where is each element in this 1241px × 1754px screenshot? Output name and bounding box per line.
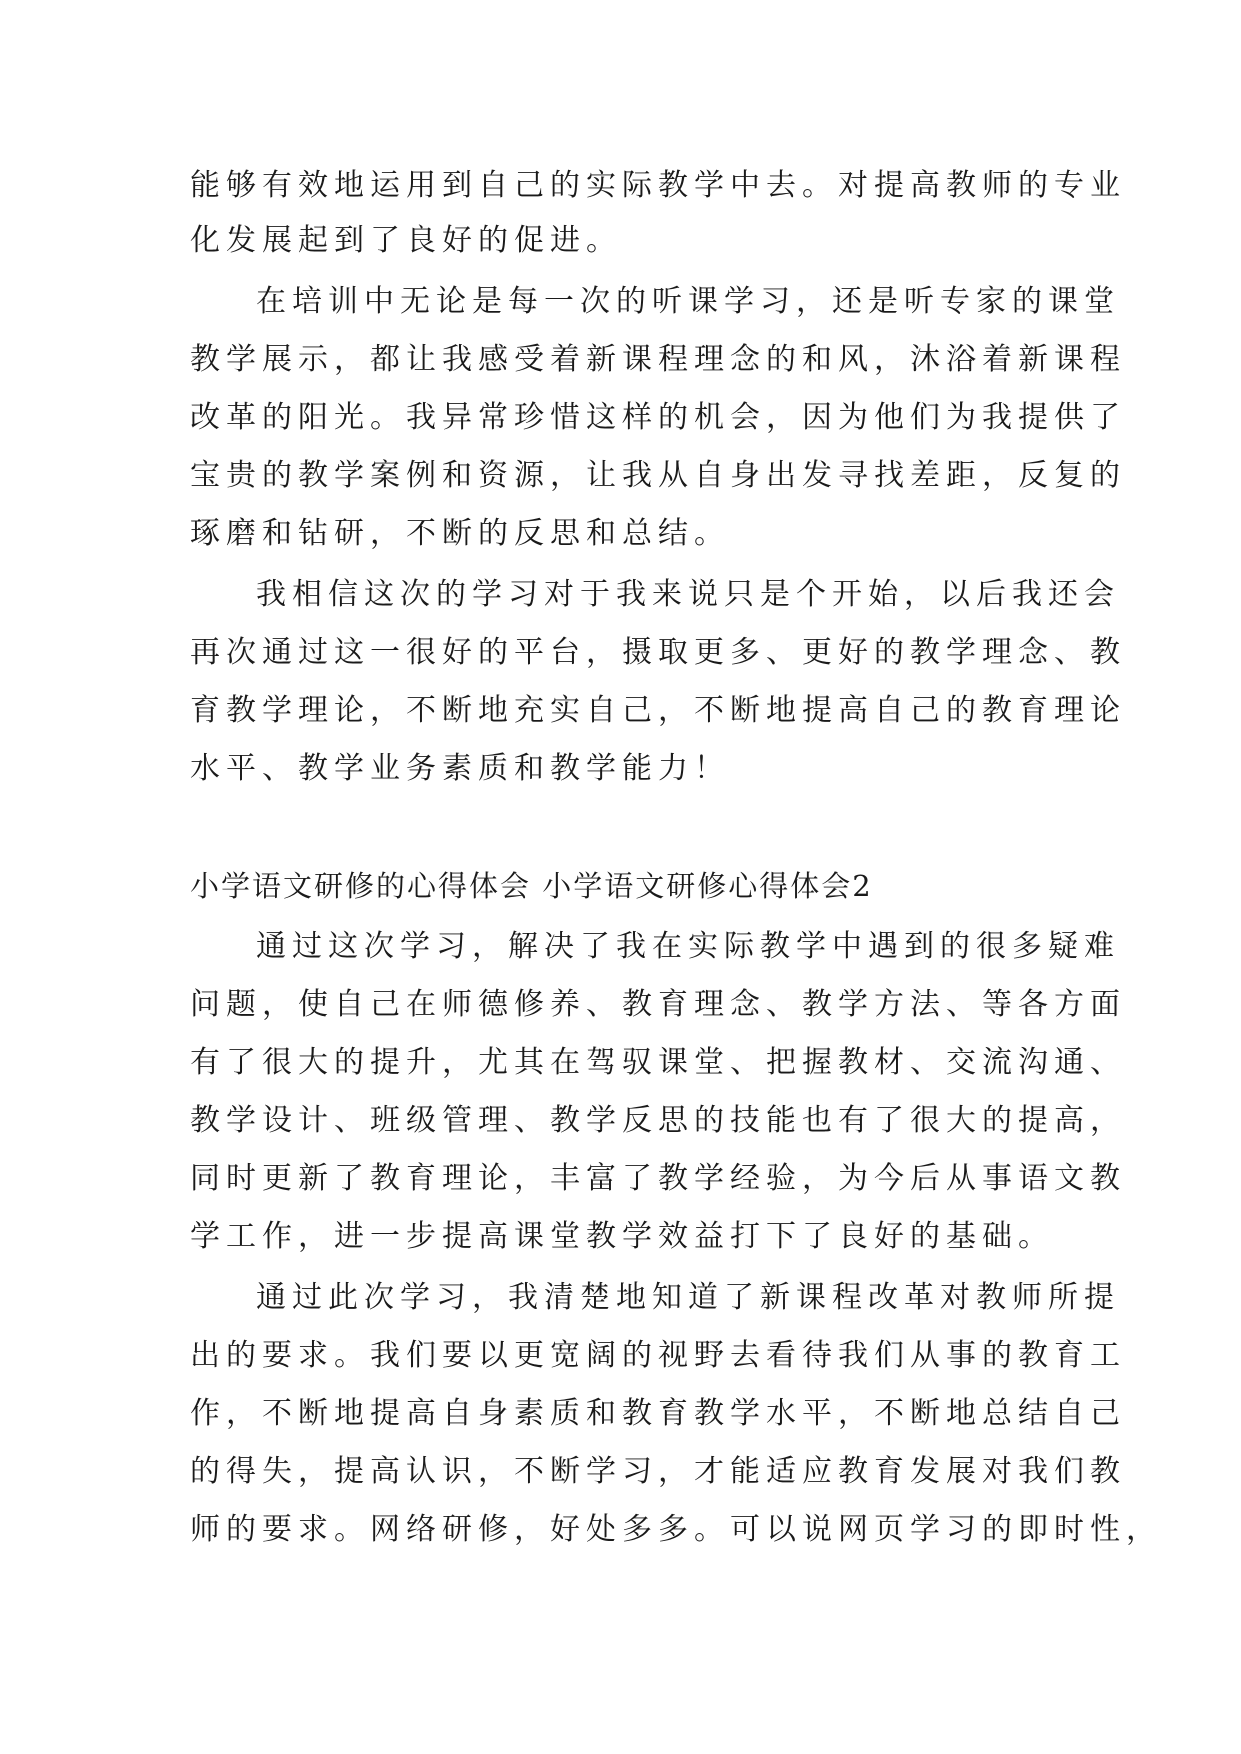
text-line: 学工作，进一步提高课堂教学效益打下了良好的基础。	[190, 1219, 1054, 1254]
text-line: 师的要求。网络研修，好处多多。可以说网页学习的即时性，	[190, 1512, 1162, 1547]
text-line: 化发展起到了良好的促进。	[190, 223, 622, 258]
text-line: 再次通过这一很好的平台，摄取更多、更好的教学理念、教	[190, 635, 1126, 670]
text-line: 作，不断地提高自身素质和教育教学水平，不断地总结自己	[190, 1396, 1126, 1431]
text-line: 改革的阳光。我异常珍惜这样的机会，因为他们为我提供了	[190, 400, 1126, 435]
text-line: 问题，使自己在师德修养、教育理念、教学方法、等各方面	[190, 987, 1126, 1022]
text-line: 的得失，提高认识，不断学习，才能适应教育发展对我们教	[190, 1454, 1126, 1489]
text-line: 教学设计、班级管理、教学反思的技能也有了很大的提高，	[190, 1103, 1126, 1138]
text-line: 宝贵的教学案例和资源，让我从自身出发寻找差距，反复的	[190, 458, 1126, 493]
text-line: 通过这次学习，解决了我在实际教学中遇到的很多疑难	[256, 929, 1120, 964]
text-line: 教学展示，都让我感受着新课程理念的和风，沐浴着新课程	[190, 342, 1126, 377]
text-line: 有了很大的提升，尤其在驾驭课堂、把握教材、交流沟通、	[190, 1045, 1126, 1080]
text-line: 同时更新了教育理论，丰富了教学经验，为今后从事语文教	[190, 1161, 1126, 1196]
text-line: 水平、教学业务素质和教学能力！	[190, 751, 730, 786]
text-line: 通过此次学习，我清楚地知道了新课程改革对教师所提	[256, 1280, 1120, 1315]
text-line: 能够有效地运用到自己的实际教学中去。对提高教师的专业	[190, 168, 1126, 203]
text-line: 在培训中无论是每一次的听课学习，还是听专家的课堂	[256, 284, 1120, 319]
text-line: 出的要求。我们要以更宽阔的视野去看待我们从事的教育工	[190, 1338, 1126, 1373]
text-line: 我相信这次的学习对于我来说只是个开始，以后我还会	[256, 577, 1120, 612]
text-line: 琢磨和钻研，不断的反思和总结。	[190, 516, 730, 551]
section-heading: 小学语文研修的心得体会 小学语文研修心得体会2	[190, 869, 873, 903]
text-line: 育教学理论，不断地充实自己，不断地提高自己的教育理论	[190, 693, 1126, 728]
